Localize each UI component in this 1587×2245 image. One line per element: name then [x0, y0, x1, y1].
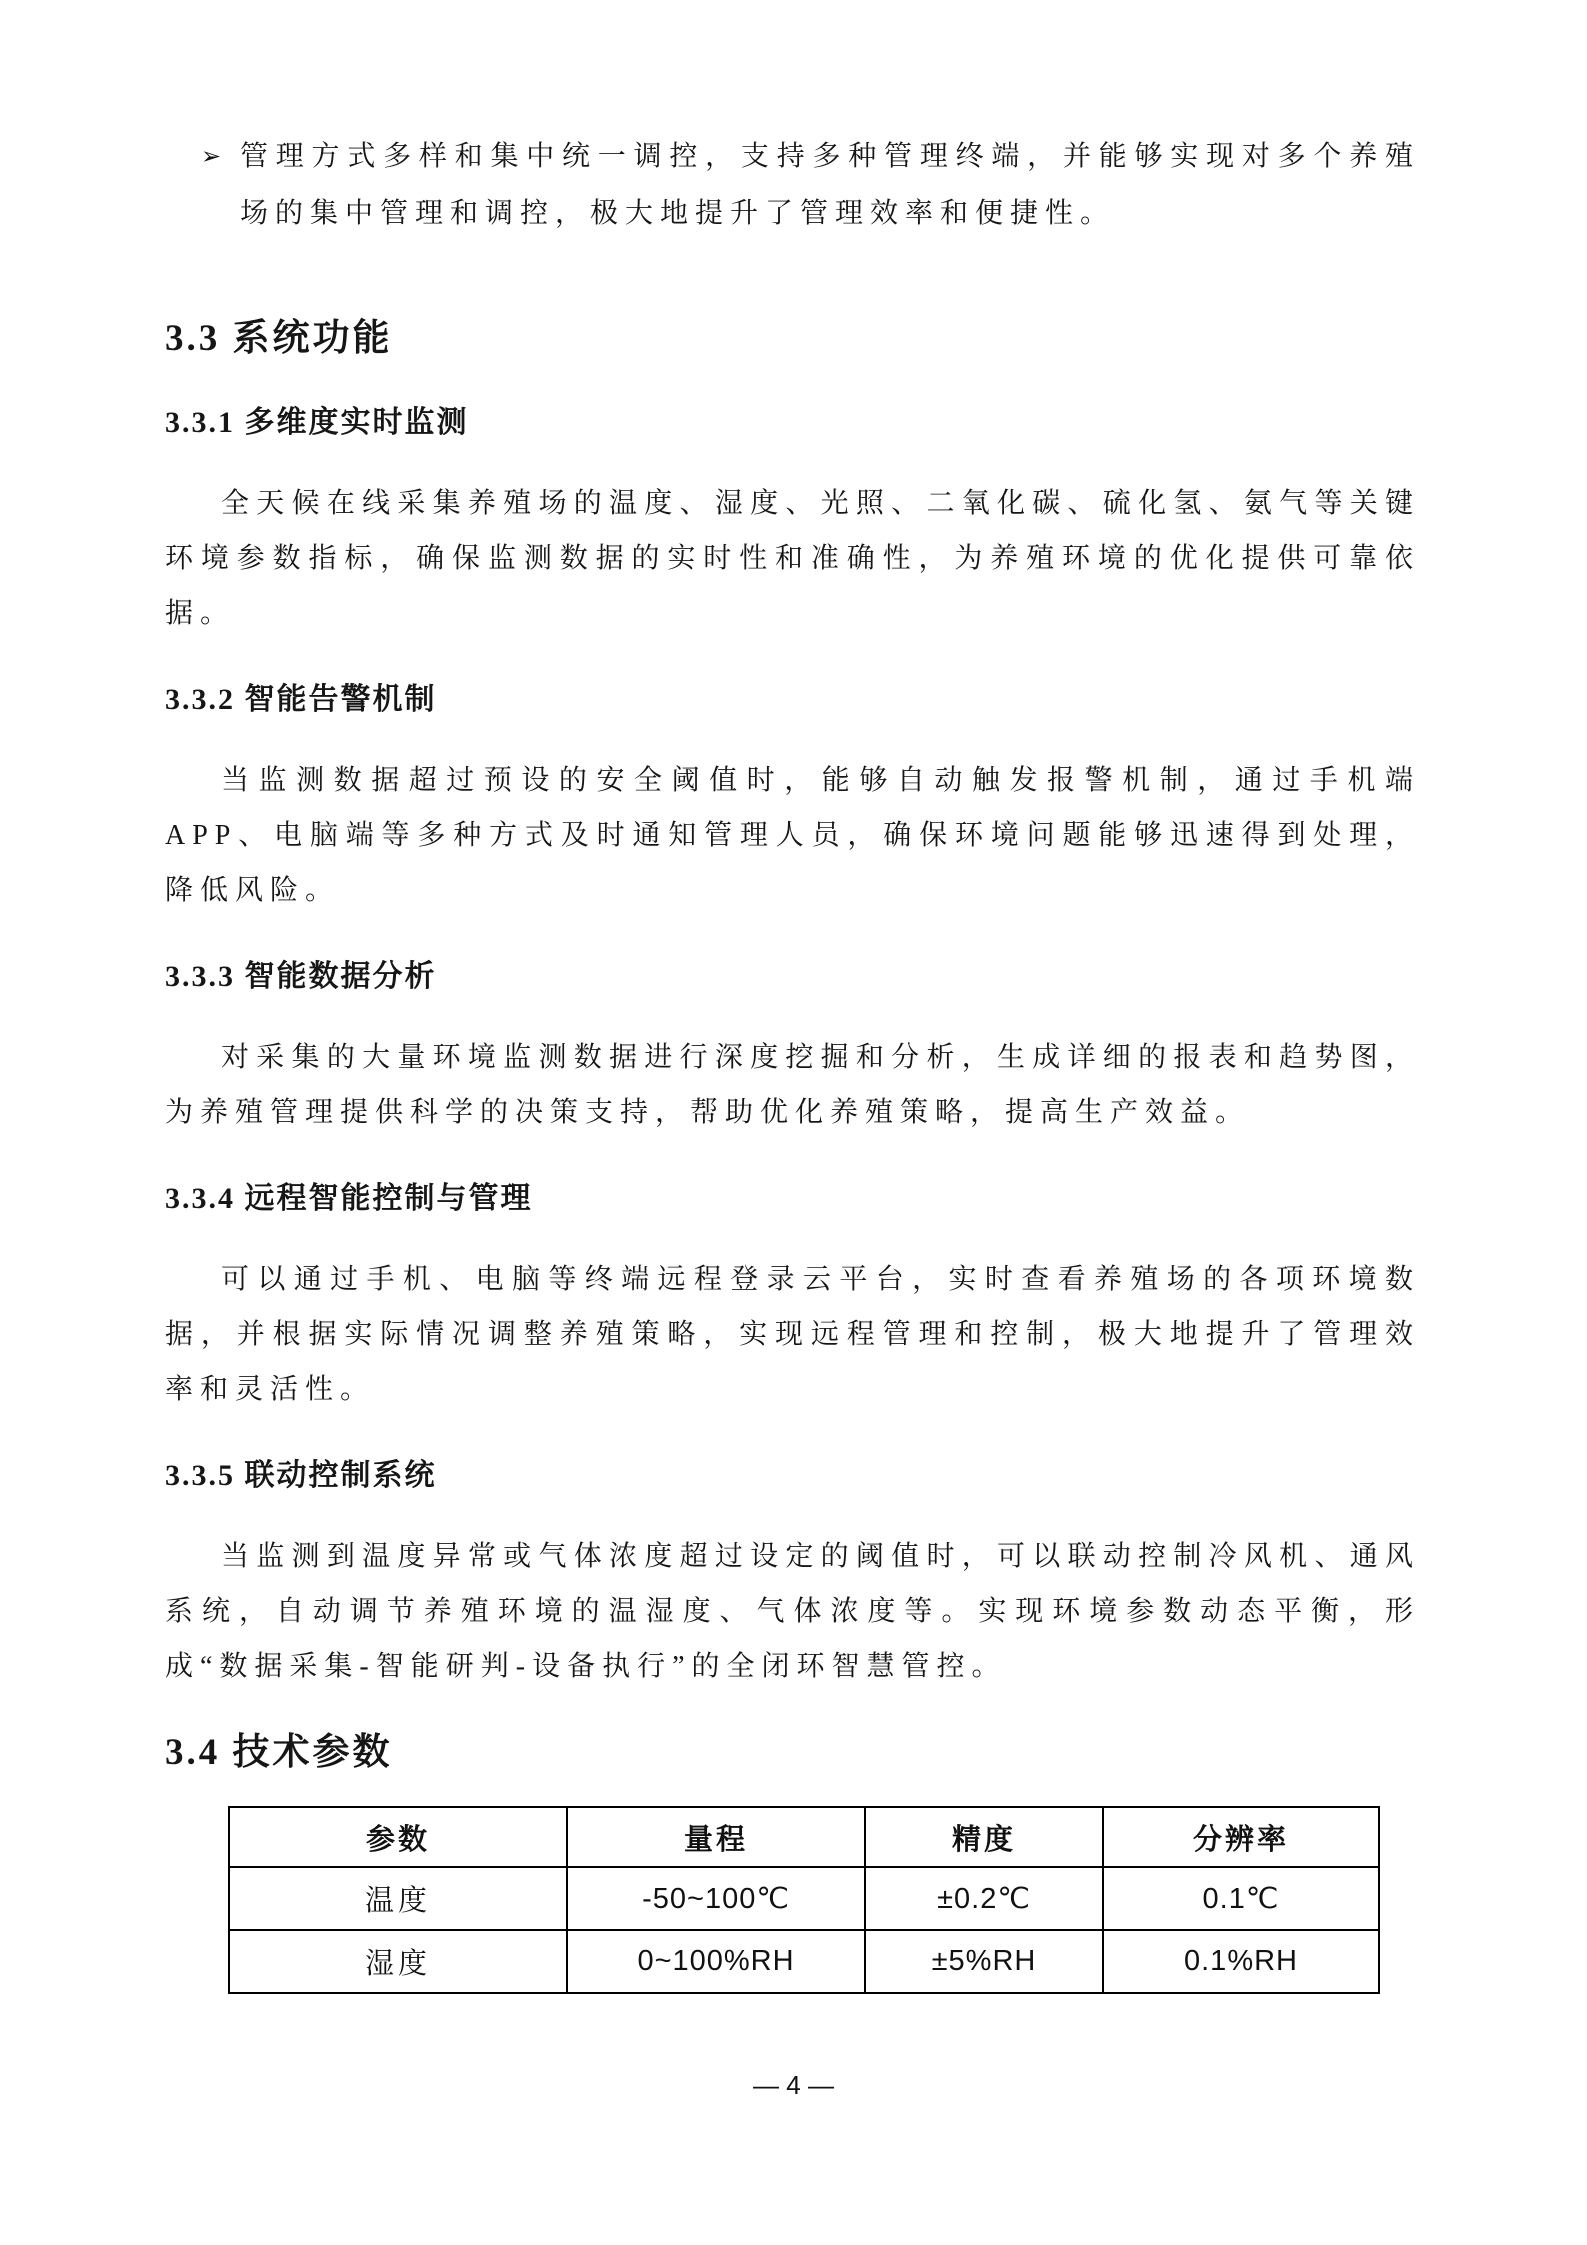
- table-header-resolution: 分辨率: [1103, 1807, 1379, 1867]
- section-heading-3-3: 3.3 系统功能: [165, 318, 393, 359]
- arrow-bullet-icon: ➢: [201, 144, 222, 170]
- paragraph-3-3-2: 当监测数据超过预设的安全阈值时，能够自动触发报警机制，通过手机端APP、电脑端等多种方式及时通知管理人员，确保环境问题能够迅速得到处理，降低风险。: [165, 765, 1420, 906]
- humidity-parameter-cell: 湿度: [229, 1930, 567, 1993]
- temperature-range-cell: -50~100℃: [567, 1867, 865, 1930]
- paragraph-3-3-4: 可以通过手机、电脑等终端远程登录云平台，实时查看养殖场的各项环境数据，并根据实际情况调整养殖策略，实现远程管理和控制，极大地提升了管理效率和灵活性。: [165, 1264, 1420, 1405]
- technical-parameters-table: [228, 1806, 1380, 1994]
- humidity-accuracy-cell: ±5%RH: [865, 1930, 1103, 1993]
- paragraph-3-3-1: 全天候在线采集养殖场的温度、湿度、光照、二氧化碳、硫化氢、氨气等关键环境参数指标，确保监测数据的实时性和准确性，为养殖环境的优化提供可靠依据。: [165, 488, 1420, 629]
- humidity-resolution-cell: 0.1%RH: [1103, 1930, 1379, 1993]
- temperature-accuracy-cell: ±0.2℃: [865, 1867, 1103, 1930]
- subsection-heading-3-3-4: 3.3.4 远程智能控制与管理: [165, 1182, 533, 1215]
- subsection-heading-3-3-5: 3.3.5 联动控制系统: [165, 1459, 437, 1492]
- paragraph-3-3-5: 当监测到温度异常或气体浓度超过设定的阈值时，可以联动控制冷风机、通风系统，自动调节养殖环境的温湿度、气体浓度等。实现环境参数动态平衡，形成“数据采集-智能研判-设备执行”的全闭环智慧管控。: [165, 1541, 1420, 1682]
- humidity-range-cell: 0~100%RH: [567, 1930, 865, 1993]
- paragraph-3-3-3: 对采集的大量环境监测数据进行深度挖掘和分析，生成详细的报表和趋势图，为养殖管理提供科学的决策支持，帮助优化养殖策略，提高生产效益。: [165, 1042, 1420, 1128]
- table-header-row: [229, 1807, 1379, 1867]
- bullet-text: 管理方式多样和集中统一调控，支持多种管理终端，并能够实现对多个养殖场的集中管理和调控，极大地提升了管理效率和便捷性。: [240, 141, 1420, 229]
- subsection-heading-3-3-3: 3.3.3 智能数据分析: [165, 960, 437, 993]
- table-header-range: 量程: [567, 1807, 865, 1867]
- table-row-temperature: [229, 1867, 1379, 1930]
- table-header-parameter: 参数: [229, 1807, 567, 1867]
- bullet-list-item: [165, 128, 1420, 242]
- table-row-humidity: [229, 1930, 1379, 1993]
- section-heading-3-4: 3.4 技术参数: [165, 1732, 393, 1773]
- page-number: — 4 —: [753, 2070, 834, 2100]
- temperature-resolution-cell: 0.1℃: [1103, 1867, 1379, 1930]
- temperature-parameter-cell: 温度: [229, 1867, 567, 1930]
- subsection-heading-3-3-1: 3.3.1 多维度实时监测: [165, 406, 469, 439]
- table-header-accuracy: 精度: [865, 1807, 1103, 1867]
- subsection-heading-3-3-2: 3.3.2 智能告警机制: [165, 683, 437, 716]
- document-content: [165, 0, 1420, 1994]
